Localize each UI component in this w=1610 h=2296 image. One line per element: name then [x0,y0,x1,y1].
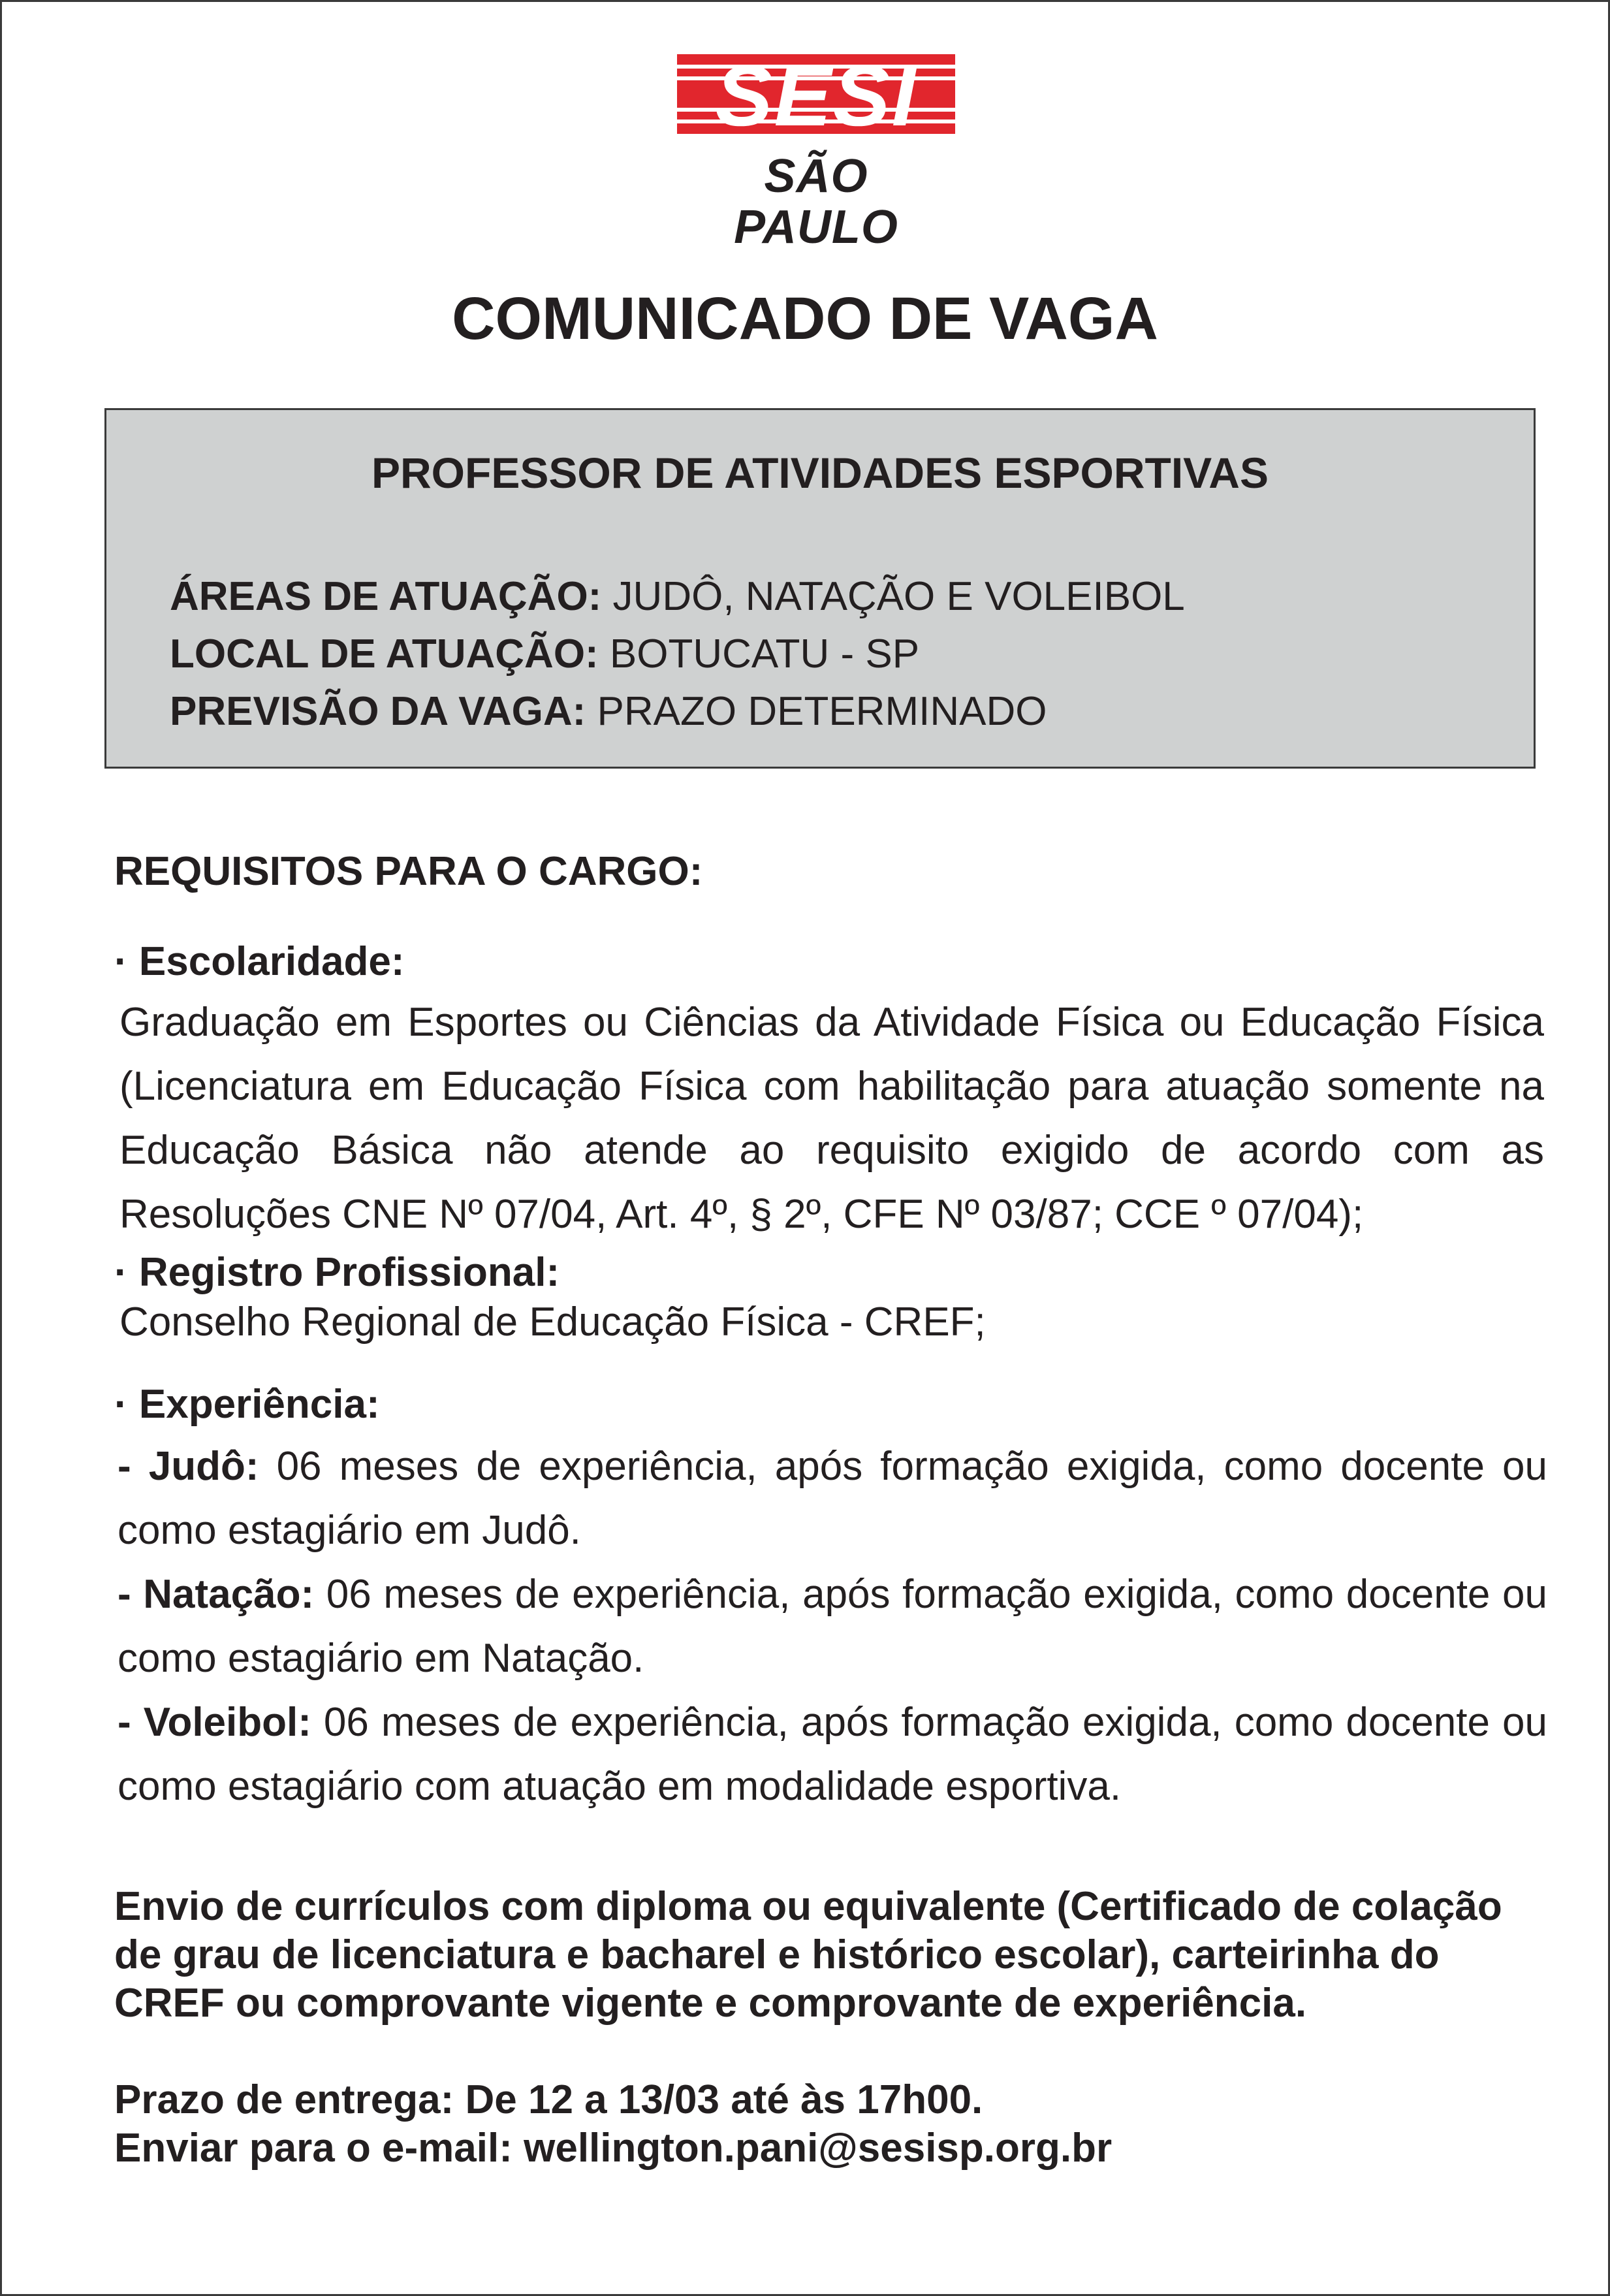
job-info-box [104,408,1536,769]
requirements-heading: REQUISITOS PARA O CARGO: [114,849,703,894]
previsao-line [170,686,1047,738]
prazo-text: Prazo de entrega: De 12 a 13/03 até às 17h00. [114,2077,983,2122]
escolaridade-heading: · Escolaridade: [114,939,405,984]
natacao-text: 06 meses de experiência, após formação exigida, como docente ou como estagiário em Natação. [118,1572,1547,1681]
previsao-label: PREVISÃO DA VAGA: [170,689,586,734]
registro-text: Conselho Regional de Educação Física - CREF; [119,1299,986,1345]
experience-judo [118,1435,1547,1563]
sesi-logo-bar [677,54,955,134]
previsao-value: PRAZO DETERMINADO [586,689,1047,734]
sesi-logo-region: SÃO PAULO [734,150,898,253]
escolaridade-text: Graduação em Esportes ou Ciências da Atividade Física ou Educação Física (Licenciatura em Educação Física com habilitação para atuação somente na Educação Básica não atende ao requisito exigido de acordo com as Resoluções CNE Nº 07/04, Art. 4º, § 2º, CFE Nº 03/87; CCE º 07/04); [119,1000,1544,1237]
experience-natacao [118,1563,1547,1691]
envio-text: Envio de currículos com diploma ou equivalente (Certificado de colação de grau de licenciatura e bacharel e histórico escolar), carteirinha do CREF ou comprovante vigente e comprovante de experiência. [114,1884,1502,2026]
job-title: PROFESSOR DE ATIVIDADES ESPORTIVAS [371,449,1269,497]
judo-label: - Judô: [118,1444,259,1489]
local-value: BOTUCATU - SP [598,631,920,677]
natacao-label: - Natação: [118,1572,315,1617]
sesi-logo [677,54,955,253]
areas-label: ÁREAS DE ATUAÇÃO: [170,574,602,619]
page-title: COMUNICADO DE VAGA [452,285,1158,352]
judo-text: 06 meses de experiência, após formação exigida, como docente ou como estagiário em Judô. [118,1444,1547,1553]
voleibol-label: - Voleibol: [118,1700,311,1745]
registro-heading: · Registro Profissional: [114,1250,560,1295]
areas-line [170,571,1185,623]
experience-voleibol [118,1691,1547,1819]
local-label: LOCAL DE ATUAÇÃO: [170,631,599,677]
local-line [170,628,919,680]
experiencia-heading: · Experiência: [114,1382,380,1427]
sesi-logo-word: SESI [715,54,917,134]
email-text: Enviar para o e-mail: wellington.pani@sesisp.org.br [114,2126,1113,2171]
areas-value: JUDÔ, NATAÇÃO E VOLEIBOL [601,574,1185,619]
voleibol-text: 06 meses de experiência, após formação exigida, como docente ou como estagiário com atuação em modalidade esportiva. [118,1700,1547,1809]
